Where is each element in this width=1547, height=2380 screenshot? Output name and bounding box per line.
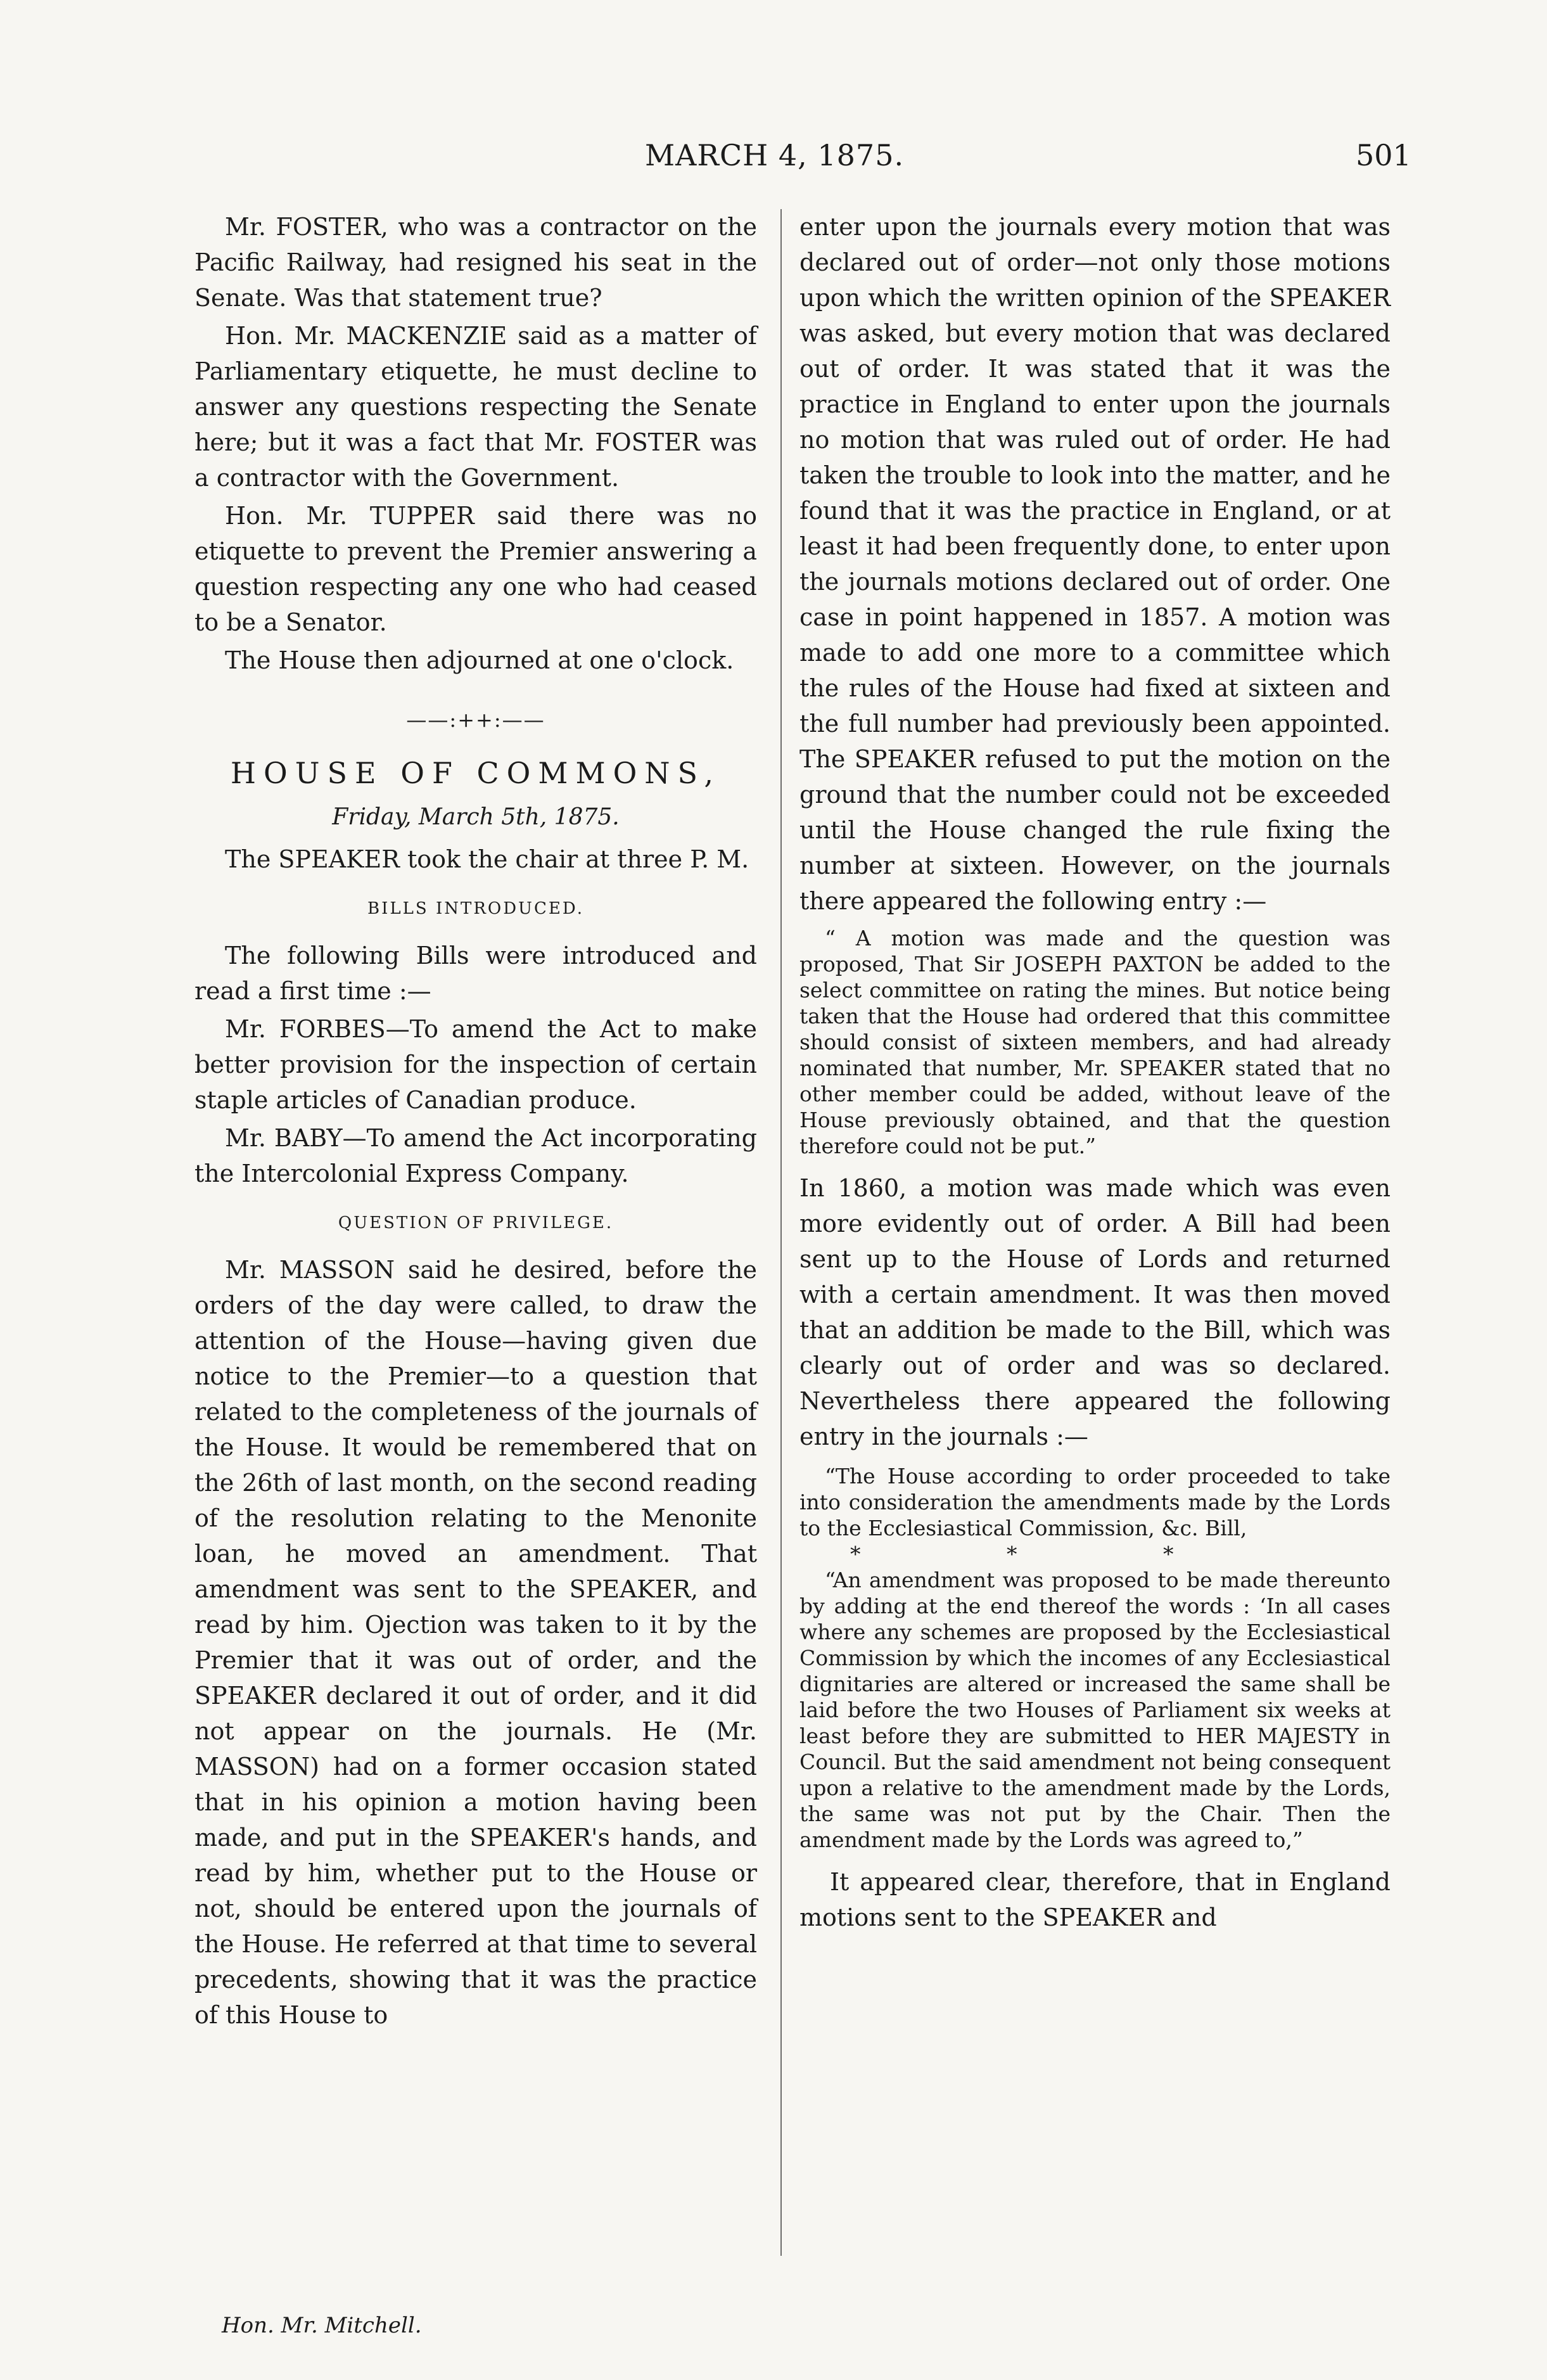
paragraph: The SPEAKER took the chair at three P. M. bbox=[225, 845, 749, 873]
right-column bbox=[799, 209, 1391, 1935]
page-number: 501 bbox=[1356, 138, 1411, 172]
paragraph: Hon. Mr. TUPPER said there was no etiquette to prevent the Premier answering a question respecting any one who had ceased to be a Senator. bbox=[194, 502, 757, 636]
header-date: MARCH 4, 1875. bbox=[645, 138, 905, 172]
quote-text: “ A motion was made and the question was proposed, That Sir JOSEPH PAXTON be added to the select committee on rating the mines. But notice being taken that the House had ordered that this committee should consist of sixteen members, and had already nominated that number, Mr. SPEAKER stated that no other member could be added, without leave of the House previously obtained, and that the question therefore could not be put.” bbox=[799, 926, 1391, 1158]
paragraph: enter upon the journals every motion that was declared out of order—not only those motions upon which the written opinion of the SPEAKER was asked, but every motion that was declared out of order. It was stated that it was the practice in England to enter upon the journals no motion that was ruled out of order. He had taken the trouble to look into the matter, and he found that it was the practice in England, or at least it had been frequently done, to enter upon the journals motions declared out of order. One case in point happened in 1857. A motion was made to add one more to a committee which the rules of the House had fixed at sixteen and the full number had previously been appointed. The SPEAKER refused to put the motion on the ground that the number could not be exceeded until the House changed the rule fixing the number at sixteen. However, on the journals there appeared the following entry :— bbox=[799, 213, 1391, 915]
paragraph: Mr. FORBES—To amend the Act to make better provision for the inspection of certain staple articles of Canadian produce. bbox=[194, 1015, 757, 1114]
ellipsis-asterisks: * * * bbox=[850, 1542, 1244, 1566]
paragraph: In 1860, a motion was made which was even more evidently out of order. A Bill had been sent up to the House of Lords and returned with a certain amendment. It was then moved that an addition be made to the Bill, which was clearly out of order and was so declared. Nevertheless there appeared the following entry in the journals :— bbox=[799, 1174, 1391, 1450]
paragraph: It appeared clear, therefore, that in England motions sent to the SPEAKER and bbox=[799, 1868, 1391, 1931]
block-quote bbox=[799, 925, 1391, 1159]
quote-text: “The House according to order proceeded to take into consideration the amendments made by the Lords to the Ecclesiastical Commission, &c. Bill, bbox=[799, 1464, 1391, 1540]
paragraph: Mr. FOSTER, who was a contractor on the Pacific Railway, had resigned his seat in the Senate. Was that statement true? bbox=[194, 213, 757, 312]
column-divider-rule bbox=[780, 209, 782, 2256]
subheading-bills-introduced: BILLS INTRODUCED. bbox=[367, 899, 585, 918]
running-footer: Hon. Mr. Mitchell. bbox=[222, 2313, 422, 2338]
section-title: HOUSE OF COMMONS, bbox=[230, 756, 722, 790]
paragraph: Mr. MASSON said he desired, before the orders of the day were called, to draw the attention of the House—having given due notice to the Premier—to a question that related to the completeness of the journals of the House. It would be remembered that on the 26th of last month, on the second reading of the resolution relating to the Menonite loan, he moved an amendment. That amendment was sent to the SPEAKER, and read by him. Ojection was taken to it by the Premier that it was out of order, and the SPEAKER declared it out of order, and it did not appear on the journals. He (Mr. MASSON) had on a former occasion stated that in his opinion a motion having been made, and put in the SPEAKER's hands, and read by him, whether put to the House or not, should be entered upon the journals of the House. He referred at that time to several precedents, showing that it was the practice of this House to bbox=[194, 1256, 758, 2029]
dateline: Friday, March 5th, 1875. bbox=[332, 804, 620, 830]
paragraph: Hon. Mr. MACKENZIE said as a matter of Parliamentary etiquette, he must decline to answer any questions respecting the Senate here; but it was a fact that Mr. FOSTER was a contractor with the Government. bbox=[194, 322, 757, 492]
paragraph: The following Bills were introduced and read a first time :— bbox=[194, 942, 757, 1005]
subheading-question-of-privilege: QUESTION OF PRIVILEGE. bbox=[338, 1213, 614, 1232]
section-divider: ——:++:—— bbox=[406, 708, 545, 732]
paragraph: The House then adjourned at one o'clock. bbox=[225, 646, 734, 674]
quote-text: “An amendment was proposed to be made thereunto by adding at the end thereof the words : ‘In all cases where any schemes are proposed by the Ecclesiastical Commission by which the incomes of any Ecclesiastical dignitaries are altered or increased the same shall be laid before the two Houses of Parliament six weeks at least before they are submitted to HER MAJESTY in Council. But the said amendment not being consequent upon a relative to the amendment made by the Lords, the same was not put by the Chair. Then the amendment made by the Lords was agreed to,” bbox=[799, 1568, 1391, 1852]
left-column bbox=[194, 209, 757, 2033]
paragraph: Mr. BABY—To amend the Act incorporating the Intercolonial Express Company. bbox=[194, 1124, 757, 1187]
block-quote bbox=[799, 1463, 1391, 1853]
